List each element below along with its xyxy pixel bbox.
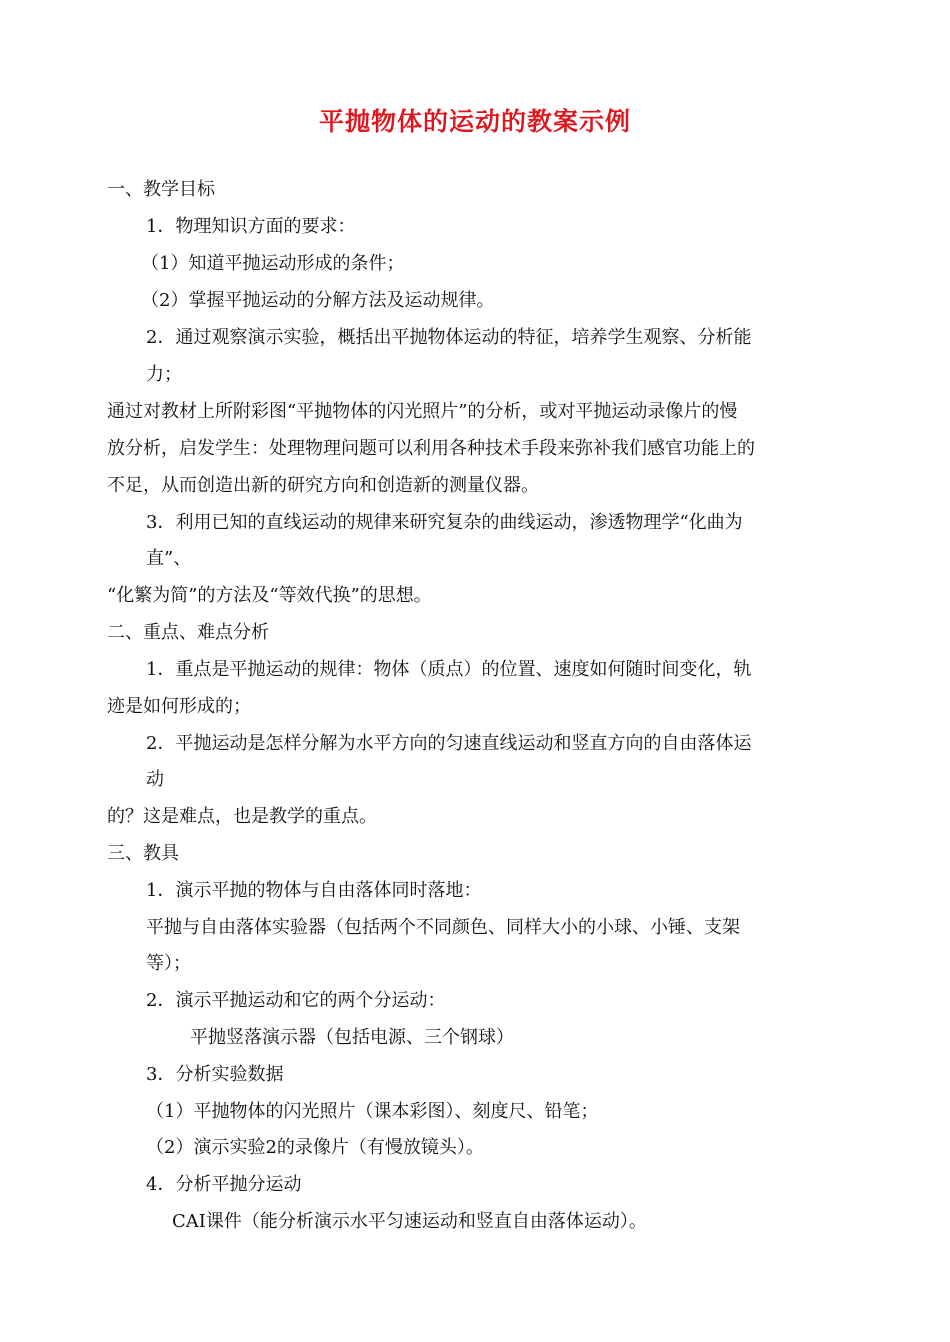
text-line: （2）演示实验2的录像片（有慢放镜头）。: [146, 1137, 484, 1158]
text-line: 不足，从而创造出新的研究方向和创造新的测量仪器。: [107, 475, 539, 496]
text-line: 动: [146, 769, 164, 790]
text-line: 直”、: [146, 548, 192, 569]
text-line: 力；: [146, 364, 182, 385]
text-line: 1．物理知识方面的要求：: [146, 216, 356, 237]
text-line: 迹是如何形成的；: [107, 696, 251, 717]
text-line: “化繁为简”的方法及“等效代换”的思想。: [107, 585, 432, 606]
text-line: 4．分析平抛分运动: [146, 1174, 302, 1195]
text-line: （1）知道平抛运动形成的条件；: [141, 253, 405, 274]
text-line: 2．演示平抛运动和它的两个分运动：: [146, 990, 446, 1011]
text-line: 3．利用已知的直线运动的规律来研究复杂的曲线运动，渗透物理学“化曲为: [146, 512, 743, 533]
text-line: （1）平抛物体的闪光照片（课本彩图）、刻度尺、铅笔；: [146, 1101, 599, 1122]
section-heading-key-points: 二、重点、难点分析: [107, 622, 269, 643]
section-heading-objectives: 一、教学目标: [107, 179, 215, 200]
text-line: 平抛与自由落体实验器（包括两个不同颜色、同样大小的小球、小锤、支架: [146, 917, 740, 938]
text-line: 放分析，启发学生：处理物理问题可以利用各种技术手段来弥补我们感官功能上的: [107, 438, 755, 459]
document-title: 平抛物体的运动的教案示例: [318, 107, 631, 136]
text-line: 的？这是难点，也是教学的重点。: [107, 806, 377, 827]
text-line: 1．重点是平抛运动的规律：物体（质点）的位置、速度如何随时间变化，轨: [146, 659, 752, 680]
text-line: 1．演示平抛的物体与自由落体同时落地：: [146, 880, 482, 901]
text-line: 平抛竖落演示器（包括电源、三个钢球）: [190, 1027, 514, 1048]
text-line: 2．通过观察演示实验，概括出平抛物体运动的特征，培养学生观察、分析能: [146, 327, 752, 348]
section-heading-teaching-aids: 三、教具: [107, 843, 179, 864]
text-line: （2）掌握平抛运动的分解方法及运动规律。: [141, 290, 495, 311]
text-line: 通过对教材上所附彩图“平抛物体的闪光照片”的分析，或对平抛运动录像片的慢: [107, 401, 738, 422]
text-line: 2．平抛运动是怎样分解为水平方向的匀速直线运动和竖直方向的自由落体运: [146, 733, 752, 754]
text-line: 等）；: [146, 953, 191, 974]
text-line: 3．分析实验数据: [146, 1064, 284, 1085]
text-line: CAI课件（能分析演示水平匀速运动和竖直自由落体运动）。: [172, 1211, 647, 1232]
